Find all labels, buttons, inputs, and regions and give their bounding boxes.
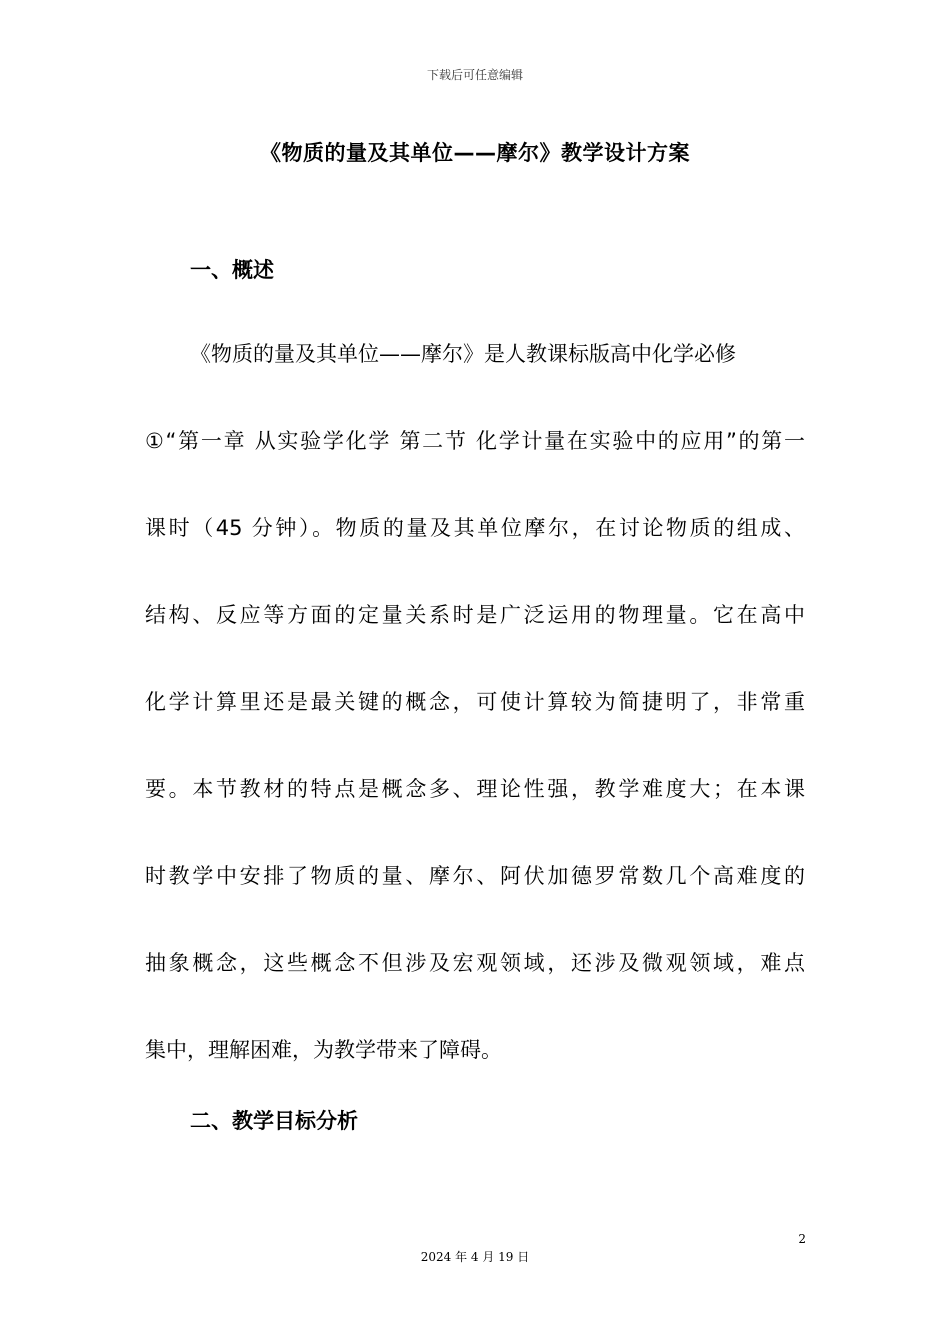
- page-number: 2: [798, 1232, 806, 1246]
- paragraph-line: 要。本节教材的特点是概念多、理论性强，教学难度大；在本课: [145, 777, 805, 801]
- paragraph-line: 化学计算里还是最关键的概念，可使计算较为简捷明了，非常重: [145, 690, 805, 714]
- paragraph-line: 抽象概念，这些概念不但涉及宏观领域，还涉及微观领域，难点: [145, 951, 805, 975]
- paragraph-line: 集中，理解困难，为教学带来了障碍。: [145, 1038, 502, 1062]
- footer-date: 2024 年 4 月 19 日: [420, 1250, 530, 1264]
- paragraph-line: 时教学中安排了物质的量、摩尔、阿伏加德罗常数几个高难度的: [145, 864, 805, 888]
- paragraph-line: 课时（45 分钟）。物质的量及其单位摩尔，在讨论物质的组成、: [145, 516, 805, 540]
- paragraph-line: ①“第一章 从实验学化学 第二节 化学计量在实验中的应用”的第一: [145, 429, 805, 453]
- document-title: 《物质的量及其单位——摩尔》教学设计方案: [260, 141, 690, 165]
- paragraph-line: 结构、反应等方面的定量关系时是广泛运用的物理量。它在高中: [145, 603, 805, 627]
- section-heading-overview: 一、概述: [190, 258, 274, 282]
- paragraph-line: 《物质的量及其单位——摩尔》是人教课标版高中化学必修: [190, 342, 736, 366]
- section-heading-objectives: 二、教学目标分析: [190, 1109, 358, 1133]
- header-note: 下载后可任意编辑: [426, 68, 523, 82]
